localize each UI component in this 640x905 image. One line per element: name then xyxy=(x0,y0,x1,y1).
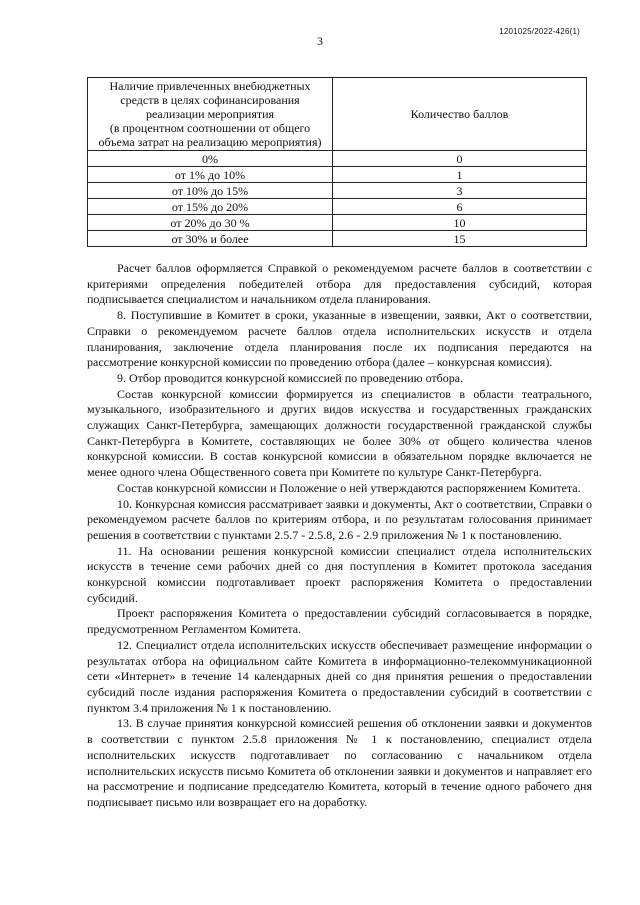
range-cell: от 15% до 20% xyxy=(88,199,333,215)
paragraph-11: 11. На основании решения конкурсной комиссии специалист отдела исполнительских искусств в течение семи рабочих дней со дня поступления в Комитет протокола заседания конкурсной комиссии подготавливает проект распоряжения Комитета о предоставлении субсидий. xyxy=(87,543,592,605)
page-number: 3 xyxy=(317,34,323,48)
scoring-table xyxy=(87,77,587,247)
document-id: 1201025/2022-426(1) xyxy=(499,27,580,36)
paragraph-10: 10. Конкурсная комиссия рассматривает заявки и документы, Акт о соответствии, Справки о рекомендуемом расчете баллов по критериям отбора, и по результатам голосования принимает решения в соответствии с пунктами 2.5.7 - 2.5.8, 2.6 - 2.9 приложения № 1 к постановлению. xyxy=(87,496,592,542)
points-cell: 10 xyxy=(333,215,587,231)
document-body xyxy=(87,261,592,811)
points-cell: 0 xyxy=(333,151,587,167)
table-row xyxy=(88,183,587,199)
paragraph-8: 8. Поступившие в Комитет в сроки, указанные в извещении, заявки, Акт о соответствии, Справки о рекомендуемом расчете баллов отдела исполнительских искусств и отдела планирования, заключение отдела планирования после их подписания передаются на рассмотрение конкурсной комиссии по проведению отбора (далее – конкурсная комиссия). xyxy=(87,308,592,370)
table-row xyxy=(88,215,587,231)
header-line: средств в целях софинансирования xyxy=(120,93,300,107)
paragraph-9: 9. Отбор проводится конкурсной комиссией по проведению отбора. xyxy=(117,370,464,385)
points-cell: 3 xyxy=(333,183,587,199)
paragraph-commission-approval: Состав конкурсной комиссии и Положение о ней утверждаются распоряжением Комитета. xyxy=(117,480,581,495)
points-cell: 1 xyxy=(333,167,587,183)
points-cell: 6 xyxy=(333,199,587,215)
range-cell: от 20% до 30 % xyxy=(88,215,333,231)
table-row xyxy=(88,199,587,215)
paragraph-score-calculation: Расчет баллов оформляется Справкой о рекомендуемом расчете баллов в соответствии с критериями определения победителей отбора для предоставления субсидий, которая подписывается специалистом и начальником отдела планирования. xyxy=(87,261,592,307)
table-row xyxy=(88,231,587,247)
range-cell: 0% xyxy=(88,151,333,167)
table-header-points: Количество баллов xyxy=(333,78,587,151)
paragraph-order-approval: Проект распоряжения Комитета о предоставлении субсидий согласовывается в порядке, предусмотренном Регламентом Комитета. xyxy=(87,606,592,637)
table-row xyxy=(88,151,587,167)
range-cell: от 30% и более xyxy=(88,231,333,247)
range-cell: от 1% до 10% xyxy=(88,167,333,183)
paragraph-12: 12. Специалист отдела исполнительских искусств обеспечивает размещение информации о результатах отбора на официальном сайте Комитета в информационно-телекоммуникационной сети «Интернет» в течение 14 календарных дней со дня принятия решения о предоставлении субсидий после издания распоряжения Комитета о предоставлении субсидий в соответствии с пунктом 3.4 приложения № 1 к постановлению. xyxy=(87,637,592,715)
header-line: объема затрат на реализацию мероприятия) xyxy=(98,135,322,149)
range-cell: от 10% до 15% xyxy=(88,183,333,199)
paragraph-13: 13. В случае принятия конкурсной комиссией решения об отклонении заявки и документов в соответствии с пунктом 2.5.8 приложения № 1 к постановлению, специалист отдела исполнительских искусств подготавливает по согласованию с начальником отдела исполнительских искусств письмо Комитета об отклонении заявки и документов и направляет его на рассмотрение и подписание председателю Комитета, который в течение одного рабочего дня подписывает письмо или возвращает его на доработку. xyxy=(87,716,592,809)
header-line: Наличие привлеченных внебюджетных xyxy=(109,79,311,93)
header-line: реализации мероприятия xyxy=(145,107,275,121)
points-cell: 15 xyxy=(333,231,587,247)
table-header-row xyxy=(88,78,587,151)
table-header-funding xyxy=(88,78,333,151)
table-row xyxy=(88,167,587,183)
paragraph-commission-composition: Состав конкурсной комиссии формируется из специалистов в области театрального, музыкального, изобразительного и других видов искусства и государственных гражданских служащих Санкт-Петербурга, замещающих должности государственной гражданской службы Санкт-Петербурга в Комитете, составляющих не более 30% от общего количества членов конкурсной комиссии. В состав конкурсной комиссии в обязательном порядке включается не менее одного члена Общественного совета при Комитете по культуре Санкт-Петербурга. xyxy=(87,386,592,480)
header-line: (в процентном соотношении от общего xyxy=(109,121,311,135)
